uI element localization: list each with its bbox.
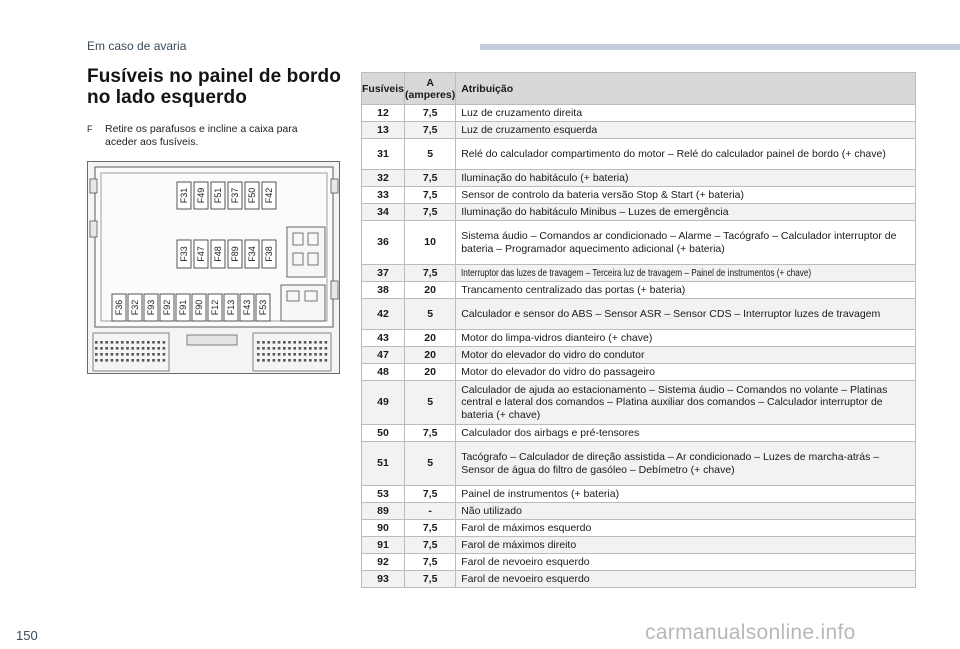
fuse-label: F53 xyxy=(258,299,268,316)
table-row xyxy=(362,330,916,347)
fuse-label: F12 xyxy=(210,299,220,316)
fuse-cell: 32 xyxy=(362,170,405,187)
fuse-label: F91 xyxy=(178,299,188,316)
fuse-label: F51 xyxy=(213,187,223,204)
page-number: 150 xyxy=(16,628,38,643)
desc-cell: Sensor de controlo da bateria versão Stop & Start (+ bateria) xyxy=(456,187,916,204)
fuse-cell: 13 xyxy=(362,122,405,139)
amps-cell: 7,5 xyxy=(405,520,456,537)
fuse-table xyxy=(361,72,916,588)
fuse-slot xyxy=(160,294,174,321)
fuse-slot xyxy=(192,294,206,321)
fuse-cell: 89 xyxy=(362,503,405,520)
amps-cell: 7,5 xyxy=(405,105,456,122)
col-header-fuse: Fusíveis xyxy=(362,73,405,105)
desc-cell: Farol de nevoeiro esquerdo xyxy=(456,571,916,588)
table-row xyxy=(362,364,916,381)
table-row xyxy=(362,265,916,282)
desc-cell: Motor do elevador do vidro do passageiro xyxy=(456,364,916,381)
table-row xyxy=(362,282,916,299)
amps-cell: 5 xyxy=(405,299,456,330)
fuse-cell: 92 xyxy=(362,554,405,571)
col-header-amps: A (amperes) xyxy=(405,73,456,105)
table-header-row xyxy=(362,73,916,105)
table-row xyxy=(362,204,916,221)
fuse-slot xyxy=(211,240,225,268)
fuse-cell: 36 xyxy=(362,221,405,265)
table-row xyxy=(362,442,916,486)
amps-cell: 7,5 xyxy=(405,554,456,571)
fuse-slot xyxy=(262,240,276,268)
fuse-label: F38 xyxy=(264,246,274,262)
table-row xyxy=(362,187,916,204)
table-row xyxy=(362,486,916,503)
table-row xyxy=(362,221,916,265)
desc-cell: Calculador de ajuda ao estacionamento – Sistema áudio – Comandos no volante – Platinas central e lateral dos comandos – Platina auxiliar dos comandos – Calculador interruptor de bateria (+ chave) xyxy=(456,381,916,425)
header-bar xyxy=(480,44,960,50)
table-row xyxy=(362,170,916,187)
fuse-cell: 90 xyxy=(362,520,405,537)
amps-cell: 5 xyxy=(405,381,456,425)
table-row xyxy=(362,139,916,170)
amps-cell: 7,5 xyxy=(405,537,456,554)
desc-cell: Farol de máximos direito xyxy=(456,537,916,554)
amps-cell: 7,5 xyxy=(405,187,456,204)
desc-cell: Farol de máximos esquerdo xyxy=(456,520,916,537)
fuse-cell: 48 xyxy=(362,364,405,381)
fuse-label: F92 xyxy=(162,299,172,316)
amps-cell: 5 xyxy=(405,139,456,170)
table-row xyxy=(362,347,916,364)
amps-cell: 20 xyxy=(405,364,456,381)
desc-cell xyxy=(456,265,916,282)
fuse-slot xyxy=(256,294,270,321)
fuse-cell: 93 xyxy=(362,571,405,588)
fuse-label: F31 xyxy=(179,187,189,204)
desc-cell: Motor do elevador do vidro do condutor xyxy=(456,347,916,364)
amps-cell: 5 xyxy=(405,442,456,486)
amps-cell: 7,5 xyxy=(405,486,456,503)
desc-cell: Trancamento centralizado das portas (+ bateria) xyxy=(456,282,916,299)
table-row xyxy=(362,571,916,588)
fuse-cell: 12 xyxy=(362,105,405,122)
fuse-slot xyxy=(245,240,259,268)
table-row xyxy=(362,122,916,139)
fuse-slot xyxy=(228,182,242,209)
fuse-label: F49 xyxy=(196,187,206,204)
table-row xyxy=(362,425,916,442)
instruction xyxy=(87,123,327,149)
fuse-cell: 43 xyxy=(362,330,405,347)
desc-cell: Motor do limpa-vidros dianteiro (+ chave) xyxy=(456,330,916,347)
table-row xyxy=(362,381,916,425)
fuse-slot xyxy=(128,294,142,321)
fuse-label: F36 xyxy=(114,299,124,316)
fuse-box-diagram xyxy=(87,161,340,374)
desc-cell: Luz de cruzamento esquerda xyxy=(456,122,916,139)
fuse-label: F32 xyxy=(130,299,140,316)
desc-text: Interruptor das luzes de travagem – Terceira luz de travagem – Painel de instrumentos (+ chave) xyxy=(461,266,812,279)
page-title: Fusíveis no painel de bordo no lado esquerdo xyxy=(87,66,341,108)
amps-cell: 7,5 xyxy=(405,122,456,139)
fuse-label: F34 xyxy=(247,246,257,262)
fuse-table-body xyxy=(362,105,916,588)
fuse-cell: 51 xyxy=(362,442,405,486)
amps-cell: - xyxy=(405,503,456,520)
desc-cell: Relé do calculador compartimento do motor – Relé do calculador painel de bordo (+ chave) xyxy=(456,139,916,170)
fuse-slot xyxy=(194,182,208,209)
bullet-mark: F xyxy=(87,124,93,134)
fuse-cell: 31 xyxy=(362,139,405,170)
fuse-slot xyxy=(240,294,254,321)
fuse-cell: 50 xyxy=(362,425,405,442)
col-header-desc: Atribuição xyxy=(456,73,916,105)
fuse-slot xyxy=(228,240,242,268)
fuse-label: F48 xyxy=(213,246,223,262)
desc-cell: Farol de nevoeiro esquerdo xyxy=(456,554,916,571)
desc-cell: Iluminação do habitáculo (+ bateria) xyxy=(456,170,916,187)
fuse-slot xyxy=(112,294,126,321)
fuse-label: F89 xyxy=(230,246,240,262)
fuse-label: F13 xyxy=(226,299,236,316)
fuse-label: F90 xyxy=(194,299,204,316)
desc-cell: Calculador e sensor do ABS – Sensor ASR – Sensor CDS – Interruptor luzes de travagem xyxy=(456,299,916,330)
fuse-cell: 49 xyxy=(362,381,405,425)
section-header: Em caso de avaria xyxy=(87,39,187,53)
desc-cell: Luz de cruzamento direita xyxy=(456,105,916,122)
amps-cell: 20 xyxy=(405,347,456,364)
fuse-cell: 53 xyxy=(362,486,405,503)
table-row xyxy=(362,537,916,554)
amps-cell: 7,5 xyxy=(405,204,456,221)
fuse-slot xyxy=(177,182,191,209)
amps-cell: 7,5 xyxy=(405,571,456,588)
amps-cell: 20 xyxy=(405,282,456,299)
table-row xyxy=(362,520,916,537)
desc-cell: Painel de instrumentos (+ bateria) xyxy=(456,486,916,503)
fuse-slot xyxy=(211,182,225,209)
fuse-label: F47 xyxy=(196,246,206,262)
table-row xyxy=(362,299,916,330)
amps-cell: 20 xyxy=(405,330,456,347)
fuse-slot xyxy=(224,294,238,321)
table-row xyxy=(362,503,916,520)
desc-cell: Calculador dos airbags e pré-tensores xyxy=(456,425,916,442)
fuse-label: F37 xyxy=(230,187,240,204)
fuse-slot xyxy=(176,294,190,321)
fuse-cell: 34 xyxy=(362,204,405,221)
instruction-text: Retire os parafusos e incline a caixa para aceder aos fusíveis. xyxy=(105,123,298,148)
fuse-label: F93 xyxy=(146,299,156,316)
fuse-slot xyxy=(208,294,222,321)
fuse-slot xyxy=(245,182,259,209)
table-row xyxy=(362,554,916,571)
fuse-slot xyxy=(262,182,276,209)
amps-cell: 7,5 xyxy=(405,425,456,442)
fuse-slot xyxy=(194,240,208,268)
amps-cell: 10 xyxy=(405,221,456,265)
desc-cell: Tacógrafo – Calculador de direção assistida – Ar condicionado – Luzes de marcha-atrás – Sensor de água do filtro de gasóleo – Debímetro (+ chave) xyxy=(456,442,916,486)
watermark: carmanualsonline.info xyxy=(645,621,856,644)
fuse-slot xyxy=(144,294,158,321)
fuse-cell: 37 xyxy=(362,265,405,282)
fuse-label: F42 xyxy=(264,187,274,204)
desc-cell: Iluminação do habitáculo Minibus – Luzes de emergência xyxy=(456,204,916,221)
desc-cell: Não utilizado xyxy=(456,503,916,520)
amps-cell: 7,5 xyxy=(405,170,456,187)
fuse-label: F50 xyxy=(247,187,257,204)
fuse-cell: 47 xyxy=(362,347,405,364)
table-row xyxy=(362,105,916,122)
fuse-label: F43 xyxy=(242,299,252,316)
fuse-cell: 38 xyxy=(362,282,405,299)
fuse-slot xyxy=(177,240,191,268)
fuse-cell: 42 xyxy=(362,299,405,330)
amps-cell: 7,5 xyxy=(405,265,456,282)
desc-cell: Sistema áudio – Comandos ar condicionado – Alarme – Tacógrafo – Calculador interruptor de bateria – Programador aquecimento adicional (+ bateria) xyxy=(456,221,916,265)
fuse-cell: 91 xyxy=(362,537,405,554)
fuse-label: F33 xyxy=(179,246,189,262)
fuse-cell: 33 xyxy=(362,187,405,204)
